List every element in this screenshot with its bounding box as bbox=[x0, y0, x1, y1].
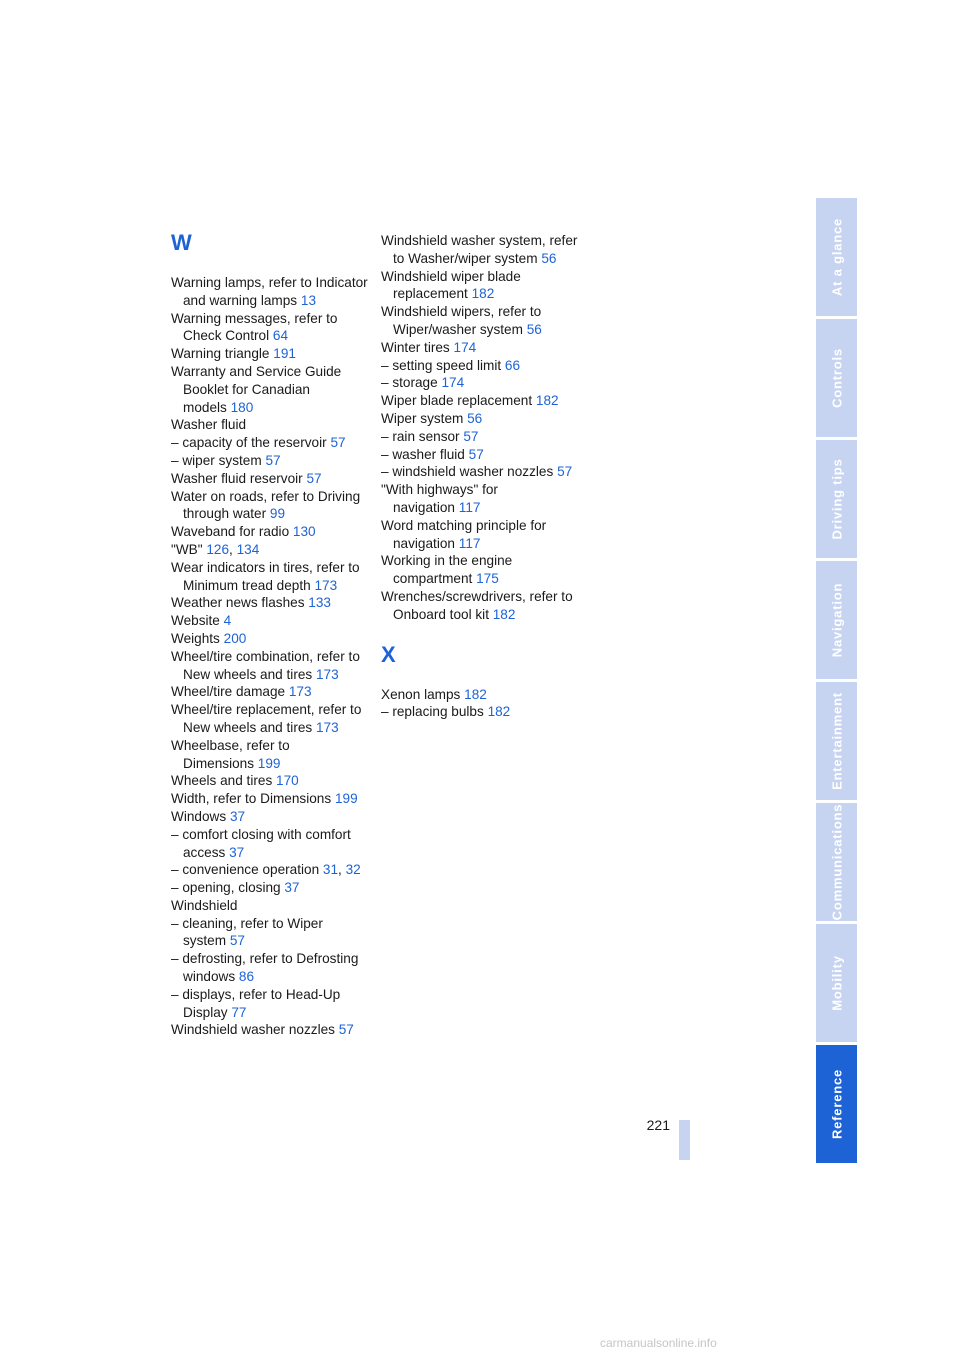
index-entry-text: Wheelbase, refer to Dimensions bbox=[171, 737, 290, 771]
index-entry-text: Width, refer to Dimensions bbox=[171, 791, 332, 807]
index-entry bbox=[381, 686, 581, 704]
index-entry bbox=[171, 452, 371, 470]
index-entry bbox=[171, 897, 371, 915]
index-entry bbox=[171, 630, 371, 648]
index-entry bbox=[381, 303, 581, 339]
tab-reference[interactable] bbox=[816, 1045, 857, 1163]
page-reference-link[interactable]: 199 bbox=[334, 791, 358, 807]
tab-label: Driving tips bbox=[829, 458, 844, 540]
index-entry bbox=[171, 470, 371, 488]
index-entry-text: Warranty and Service Guide Booklet for Canadian models bbox=[171, 363, 342, 415]
index-entry-text: "WB" bbox=[171, 541, 203, 557]
page-reference-link[interactable]: 64 bbox=[272, 328, 289, 344]
index-entry bbox=[381, 481, 581, 517]
index-entry-text: Warning triangle bbox=[171, 346, 270, 362]
index-entry bbox=[381, 588, 581, 624]
index-entry-text: Wheel/tire replacement, refer to New wheels and tires bbox=[171, 702, 362, 735]
index-entry bbox=[171, 310, 371, 346]
page-reference-link[interactable]: 182 bbox=[471, 286, 495, 302]
index-entry bbox=[381, 703, 581, 721]
page-number: 221 bbox=[646, 1117, 670, 1133]
page-reference-link[interactable]: 182 bbox=[487, 704, 511, 720]
tab-label: At a glance bbox=[829, 217, 844, 297]
index-entry bbox=[171, 808, 371, 826]
index-entry-text: Wiper blade replacement bbox=[381, 393, 533, 409]
index-entry bbox=[381, 428, 581, 446]
index-entry-text: – setting speed limit bbox=[381, 357, 502, 373]
index-entry bbox=[381, 232, 581, 268]
index-entry-text: Wear indicators in tires, refer to Minimum tread depth bbox=[171, 559, 360, 593]
index-entry bbox=[171, 648, 371, 684]
page-reference-link[interactable]: 182 bbox=[535, 393, 559, 409]
page-reference-link[interactable]: 182 bbox=[464, 686, 487, 702]
index-entry-text: Warning messages, refer to Check Control bbox=[171, 310, 338, 344]
index-letter-heading: W bbox=[171, 230, 192, 255]
index-entry-text: Windshield wiper blade replacement bbox=[381, 268, 521, 302]
index-entry-text: – capacity of the reservoir bbox=[171, 435, 327, 451]
tab-navigation[interactable] bbox=[816, 561, 857, 679]
index-entry-text: – wiper system bbox=[171, 452, 262, 468]
index-entry-text: Weights bbox=[171, 630, 220, 646]
page-reference-link[interactable]: 173 bbox=[315, 666, 339, 682]
index-entry-text: Windshield wipers, refer to Wiper/washer system bbox=[381, 304, 542, 337]
index-entry bbox=[381, 374, 581, 392]
page-reference-link[interactable]: 77 bbox=[231, 1004, 247, 1020]
index-entry bbox=[171, 737, 371, 773]
index-entry-text: – washer fluid bbox=[381, 446, 465, 462]
index-entry bbox=[381, 357, 581, 375]
index-entry-text: Windshield bbox=[171, 897, 238, 913]
index-entry-text: Website bbox=[171, 613, 220, 629]
page-reference-link[interactable]: 57 bbox=[463, 428, 479, 444]
index-entry-text: Xenon lamps bbox=[381, 686, 461, 702]
page-reference-link[interactable]: 4 bbox=[223, 613, 232, 629]
index-entry-text: Winter tires bbox=[381, 339, 450, 355]
index-entry bbox=[171, 986, 371, 1022]
index-entry bbox=[381, 410, 581, 428]
page-reference-link[interactable]: 57 bbox=[557, 464, 573, 480]
index-entry-text: Wheel/tire combination, refer to New wheels and tires bbox=[171, 648, 360, 682]
index-entry bbox=[171, 1021, 371, 1039]
page-reference-link[interactable]: 37 bbox=[229, 808, 246, 824]
index-entry bbox=[381, 463, 581, 481]
tab-mobility[interactable] bbox=[816, 924, 857, 1042]
index-entry-text: Wheels and tires bbox=[171, 773, 273, 789]
page-reference-link[interactable]: 37 bbox=[229, 844, 245, 860]
heading-gap bbox=[381, 668, 581, 686]
index-entry-text: – opening, closing bbox=[171, 880, 281, 896]
page-reference-link[interactable]: 133 bbox=[308, 595, 331, 611]
page-reference-link[interactable]: 57 bbox=[338, 1022, 354, 1038]
tab-driving-tips[interactable] bbox=[816, 440, 857, 558]
page-ref-separator: , bbox=[229, 541, 233, 557]
tab-at-a-glance[interactable] bbox=[816, 198, 857, 316]
index-entry bbox=[381, 552, 581, 588]
index-entry bbox=[171, 772, 371, 790]
index-entry bbox=[381, 446, 581, 464]
index-entry-text: – displays, refer to Head-Up Display bbox=[171, 986, 341, 1020]
index-entry-text: – comfort closing with comfort access bbox=[171, 826, 351, 860]
index-entry-text: Wiper system bbox=[381, 410, 464, 426]
index-entry bbox=[171, 826, 371, 862]
page-reference-link[interactable]: 117 bbox=[458, 535, 481, 551]
section-tabs bbox=[816, 198, 857, 1166]
index-entry-text: – windshield washer nozzles bbox=[381, 464, 554, 480]
index-entry bbox=[171, 861, 371, 879]
index-entry bbox=[171, 488, 371, 524]
page-reference-link[interactable]: 174 bbox=[453, 339, 477, 355]
tab-label: Controls bbox=[829, 348, 844, 408]
page-reference-link[interactable]: 199 bbox=[257, 755, 281, 771]
tab-communications[interactable] bbox=[816, 803, 857, 921]
page-reference-link[interactable]: 99 bbox=[269, 506, 286, 522]
index-entry bbox=[381, 339, 581, 357]
page-reference-link[interactable]: 37 bbox=[284, 880, 300, 896]
page-reference-link[interactable]: 57 bbox=[229, 933, 245, 949]
page-reference-link[interactable]: 191 bbox=[273, 346, 296, 362]
index-entry-text: Warning lamps, refer to Indicator and warning lamps bbox=[171, 275, 368, 308]
index-entry-text: Wheel/tire damage bbox=[171, 684, 286, 700]
page-reference-link[interactable]: 175 bbox=[476, 571, 499, 587]
page-reference-link[interactable]: 31 bbox=[322, 862, 339, 878]
index-entry-text: – replacing bulbs bbox=[381, 704, 484, 720]
index-entry bbox=[171, 683, 371, 701]
index-entry-text: "With highways" for navigation bbox=[381, 482, 498, 515]
page-reference-link[interactable]: 57 bbox=[330, 435, 346, 451]
page-reference-link[interactable]: 173 bbox=[314, 577, 338, 593]
page-reference-link[interactable]: 174 bbox=[441, 375, 465, 391]
index-entry bbox=[171, 594, 371, 612]
page-reference-link[interactable]: 57 bbox=[265, 452, 281, 468]
page-reference-link[interactable]: 173 bbox=[288, 684, 312, 700]
page-reference-link[interactable]: 130 bbox=[292, 524, 316, 540]
index-entry bbox=[171, 559, 371, 595]
index-entry bbox=[171, 416, 371, 434]
index-entry bbox=[171, 879, 371, 897]
index-entry-text: Windows bbox=[171, 808, 227, 824]
index-entry-text: – convenience operation bbox=[171, 862, 320, 878]
tab-label: Entertainment bbox=[829, 692, 844, 790]
index-entry-text: Weather news flashes bbox=[171, 595, 305, 611]
index-entry bbox=[381, 392, 581, 410]
index-entry bbox=[171, 523, 371, 541]
page-reference-link[interactable]: 56 bbox=[467, 410, 483, 426]
page-reference-link[interactable]: 126 bbox=[206, 541, 230, 557]
index-entry bbox=[171, 434, 371, 452]
page-reference-link[interactable]: 56 bbox=[541, 250, 557, 266]
index-entry-text: – cleaning, refer to Wiper system bbox=[171, 915, 323, 949]
index-entry bbox=[171, 541, 371, 559]
index-entry bbox=[171, 915, 371, 951]
page-reference-link[interactable]: 57 bbox=[468, 446, 484, 462]
index-entry-text: Windshield washer nozzles bbox=[171, 1022, 335, 1038]
page-ref-separator: , bbox=[338, 862, 342, 878]
page-reference-link[interactable]: 66 bbox=[504, 357, 521, 373]
index-entry-text: Washer fluid bbox=[171, 417, 247, 433]
index-entry bbox=[171, 790, 371, 808]
page-reference-link[interactable]: 180 bbox=[230, 399, 254, 415]
tab-label: Reference bbox=[829, 1068, 844, 1140]
index-entry bbox=[381, 268, 581, 304]
index-column-left bbox=[171, 230, 371, 1039]
index-entry-text: – defrosting, refer to Defrosting windows bbox=[171, 951, 359, 985]
index-entry bbox=[381, 517, 581, 553]
section-gap bbox=[381, 624, 581, 642]
heading-gap bbox=[171, 256, 371, 274]
page-reference-link[interactable]: 32 bbox=[345, 862, 361, 878]
index-entry bbox=[171, 612, 371, 630]
index-entry-text: Wrenches/screwdrivers, refer to Onboard tool kit bbox=[381, 588, 573, 622]
page-reference-link[interactable]: 57 bbox=[306, 470, 322, 486]
index-entry bbox=[171, 274, 371, 310]
page-reference-link[interactable]: 56 bbox=[526, 321, 542, 337]
page-reference-link[interactable]: 86 bbox=[238, 969, 255, 985]
index-entry-text: Word matching principle for navigation bbox=[381, 517, 547, 551]
tab-entertainment[interactable] bbox=[816, 682, 857, 800]
index-entry bbox=[171, 701, 371, 737]
watermark: carmanualsonline.info bbox=[600, 1336, 717, 1350]
page-reference-link[interactable]: 173 bbox=[315, 719, 339, 735]
index-entry-text: Windshield washer system, refer to Washer/wiper system bbox=[381, 233, 578, 266]
index-entry-text: – storage bbox=[381, 375, 438, 391]
tab-label: Navigation bbox=[829, 582, 844, 658]
page-reference-link[interactable]: 170 bbox=[276, 773, 299, 789]
index-entry bbox=[171, 363, 371, 416]
page-reference-link[interactable]: 134 bbox=[236, 541, 260, 557]
page-reference-link[interactable]: 182 bbox=[492, 606, 516, 622]
tab-label: Communications bbox=[829, 803, 844, 921]
page-reference-link[interactable]: 200 bbox=[223, 630, 247, 646]
tab-controls[interactable] bbox=[816, 319, 857, 437]
index-entry-text: Washer fluid reservoir bbox=[171, 470, 303, 486]
index-column-right bbox=[381, 232, 581, 721]
page-reference-link[interactable]: 13 bbox=[300, 292, 317, 308]
index-entry bbox=[171, 345, 371, 363]
index-entry-text: Waveband for radio bbox=[171, 524, 290, 540]
index-entry-text: – rain sensor bbox=[381, 428, 460, 444]
index-letter-heading: X bbox=[381, 641, 396, 667]
index-entry-text: Working in the engine compartment bbox=[381, 553, 513, 587]
tab-label: Mobility bbox=[829, 955, 844, 1011]
index-entry-text: Water on roads, refer to Driving through water bbox=[171, 488, 361, 522]
index-entry bbox=[171, 950, 371, 986]
page-reference-link[interactable]: 117 bbox=[458, 499, 481, 515]
page-number-bar bbox=[679, 1120, 690, 1160]
